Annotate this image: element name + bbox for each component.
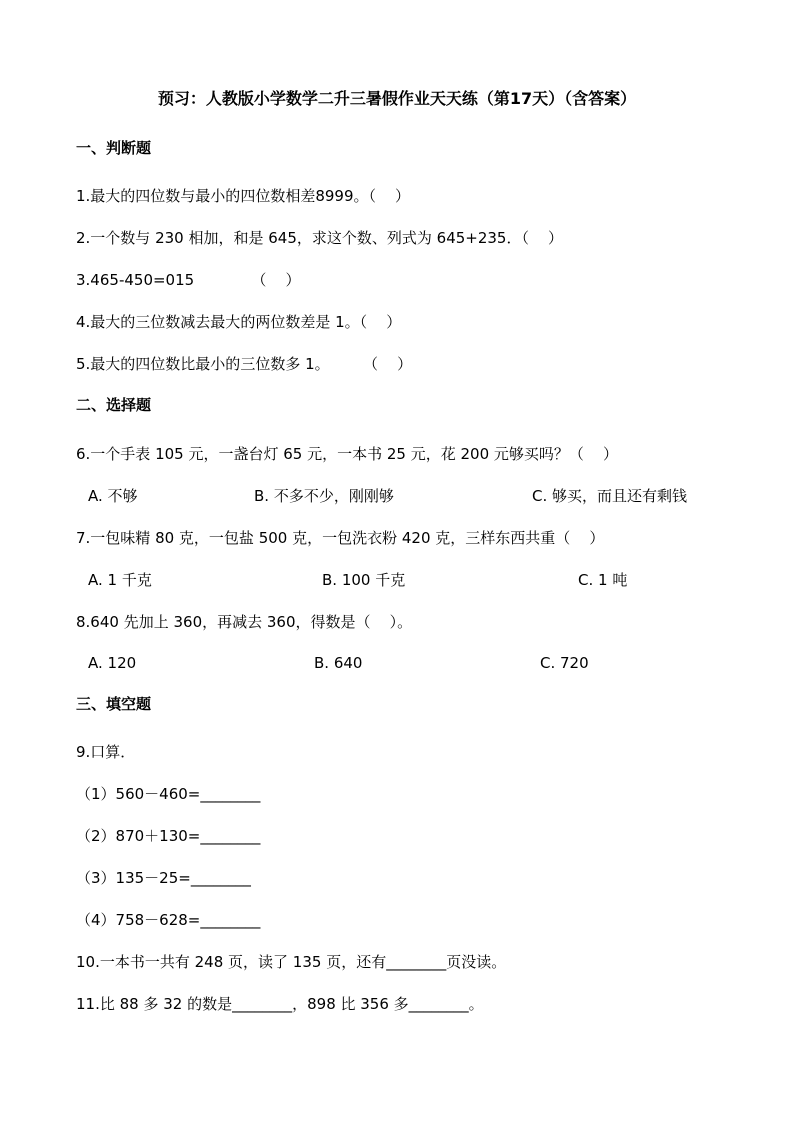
question-9-part-1: （1）560－460=________ (76, 785, 261, 803)
question-6-option-b: B. 不多不少，刚刚够 (254, 487, 394, 505)
question-8: 8.640 先加上 360，再减去 360，得数是（ ）。 (76, 613, 413, 631)
question-6: 6.一个手表 105 元，一盏台灯 65 元，一本书 25 元，花 200 元够买吗？（ ） (76, 445, 618, 463)
question-9: 9.口算． (76, 743, 136, 761)
question-6-option-c: C. 够买，而且还有剩钱 (532, 487, 688, 505)
section-heading-choice: 二、选择题 (76, 396, 152, 414)
question-11: 11.比 88 多 32 的数是________，898 比 356 多________。 (76, 995, 484, 1013)
question-8-option-c: C. 720 (540, 654, 589, 672)
question-9-part-4: （4）758－628=________ (76, 911, 261, 929)
question-8-option-a: A. 120 (88, 654, 137, 672)
question-7-option-c: C. 1 吨 (578, 571, 628, 589)
section-heading-fill: 三、填空题 (76, 695, 152, 713)
question-10: 10.一本书一共有 248 页，读了 135 页，还有________页没读。 (76, 953, 507, 971)
question-5: 5.最大的四位数比最小的三位数多 1。 （ ） (76, 355, 413, 373)
question-8-option-b: B. 640 (314, 654, 363, 672)
question-9-part-3: （3）135－25=________ (76, 869, 251, 887)
page-title: 预习：人教版小学数学二升三暑假作业天天练（第17天）（含答案） (157, 89, 637, 108)
question-7-option-b: B. 100 千克 (322, 571, 406, 589)
question-7: 7.一包味精 80 克，一包盐 500 克，一包洗衣粉 420 克，三样东西共重（ ） (76, 529, 605, 547)
section-heading-judgement: 一、判断题 (76, 139, 152, 157)
question-9-part-2: （2）870＋130=________ (76, 827, 261, 845)
question-7-option-a: A. 1 千克 (88, 571, 152, 589)
question-1: 1.最大的四位数与最小的四位数相差8999。（ ） (76, 187, 411, 205)
question-4: 4.最大的三位数减去最大的两位数差是 1。（ ） (76, 313, 402, 331)
question-6-option-a: A. 不够 (88, 487, 138, 505)
question-2: 2.一个数与 230 相加，和是 645，求这个数、列式为 645+235．（ ） (76, 229, 564, 247)
question-3: 3.465-450=015 （ ） (76, 271, 301, 289)
